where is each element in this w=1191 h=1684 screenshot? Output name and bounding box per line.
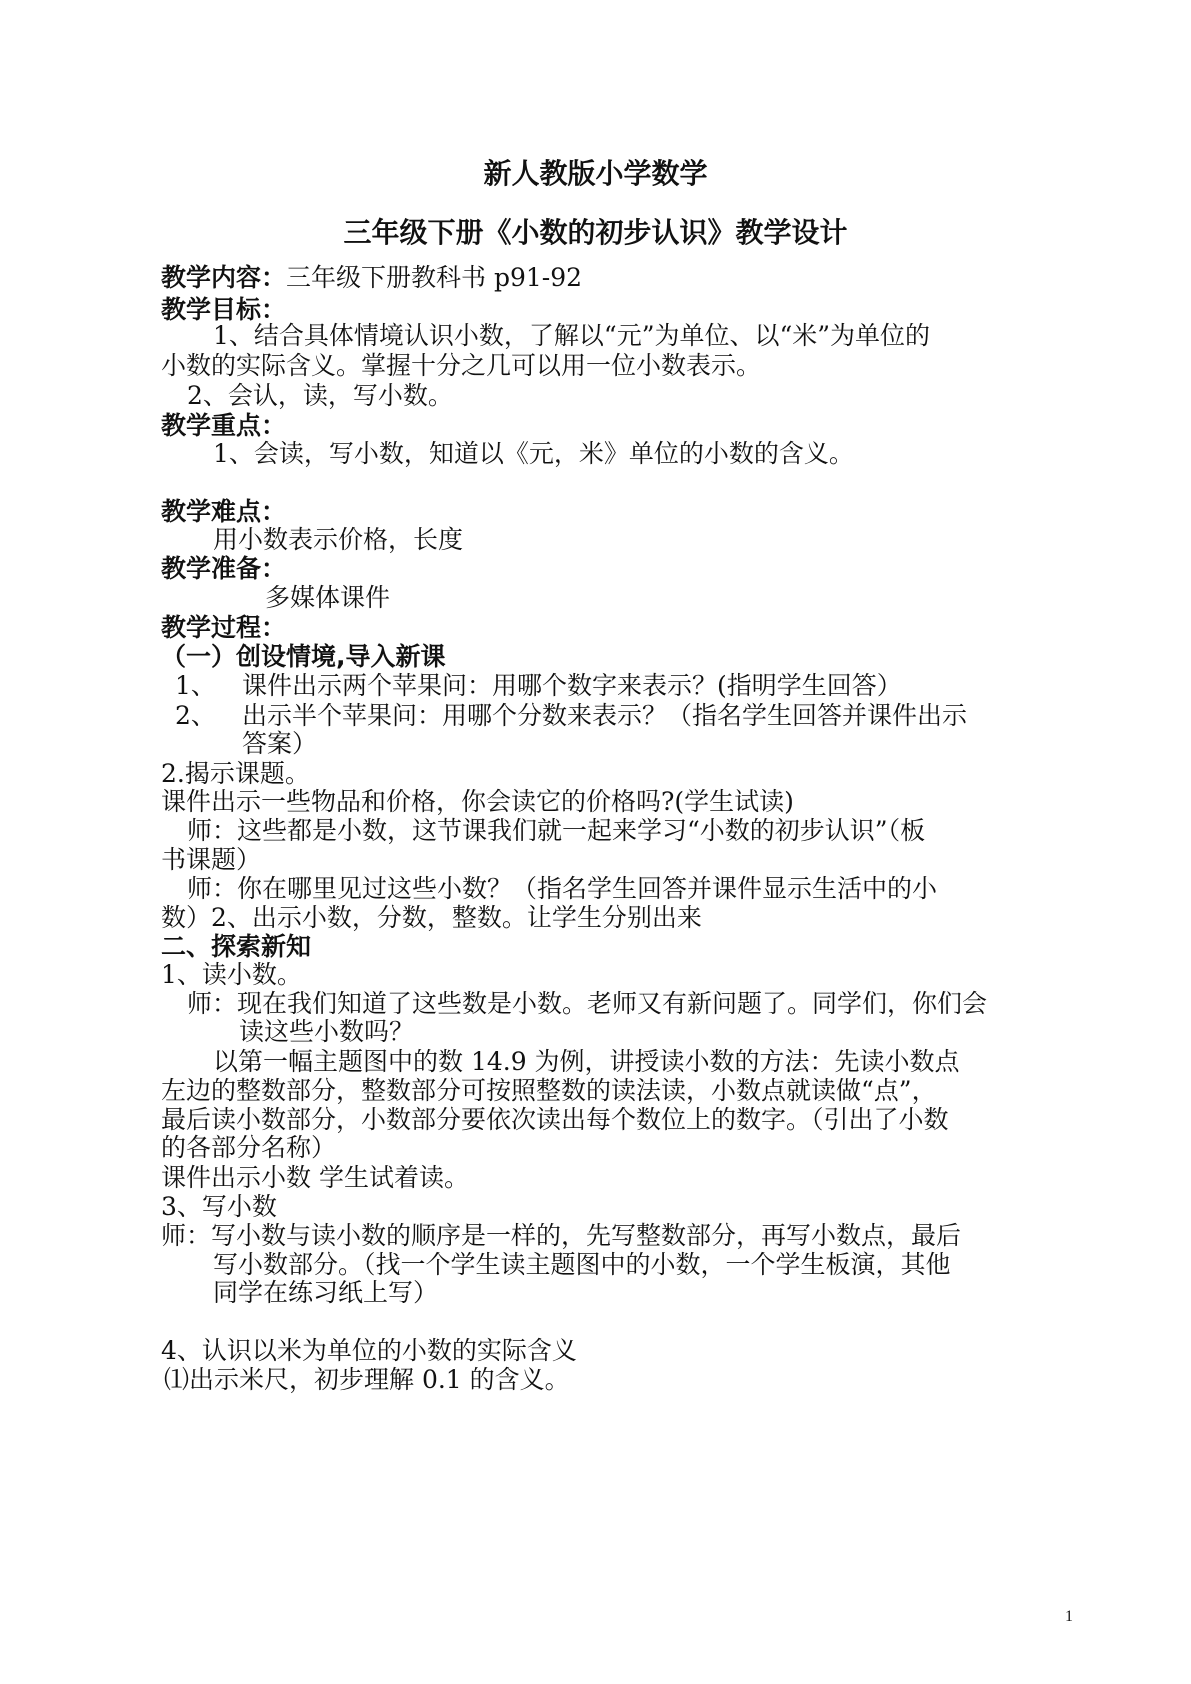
key-point-1: 1、会读，写小数，知道以《元，米》单位的小数的含义。 bbox=[213, 439, 854, 468]
write-decimals-line-1: 师：写小数与读小数的顺序是一样的，先写整数部分，再写小数点，最后 bbox=[161, 1221, 962, 1250]
teaching-goals-label: 教学目标： bbox=[161, 295, 287, 324]
section-1-item-2-line-1: 出示半个苹果问：用哪个分数来表示？（指名学生回答并课件出示 bbox=[242, 701, 968, 730]
process-label: 教学过程： bbox=[161, 613, 287, 642]
try-reading: 课件出示小数 学生试着读。 bbox=[161, 1163, 469, 1192]
document-title: 新人教版小学数学 bbox=[483, 157, 708, 190]
section-2-heading: 二、探索新知 bbox=[161, 932, 312, 961]
difficulty-label: 教学难点： bbox=[161, 497, 287, 526]
teacher-remark-2-line-2: 数）2、出示小数，分数，整数。让学生分别出来 bbox=[161, 903, 702, 932]
section-1-heading: （一）创设情境,导入新课 bbox=[161, 642, 446, 671]
example-line-2: 左边的整数部分，整数部分可按照整数的读法读，小数点就读做“点”， bbox=[161, 1076, 937, 1105]
preparation-label: 教学准备： bbox=[161, 554, 287, 583]
section-1-item-2-number: 2、 bbox=[175, 701, 216, 730]
section-1-item-1: 课件出示两个苹果问：用哪个数字来表示？(指明学生回答） bbox=[242, 671, 902, 700]
preparation-1: 多媒体课件 bbox=[265, 583, 391, 612]
write-decimals-line-3: 同学在练习纸上写） bbox=[213, 1278, 439, 1307]
read-decimals-teacher-line-1: 师：现在我们知道了这些数是小数。老师又有新问题了。同学们，你们会 bbox=[187, 989, 988, 1018]
key-points-label: 教学重点： bbox=[161, 411, 287, 440]
reveal-topic: 2.揭示课题。 bbox=[161, 759, 310, 788]
meter-decimals-item-1: ⑴出示米尺，初步理解 0.1 的含义。 bbox=[164, 1365, 570, 1394]
teacher-remark-1-line-1: 师：这些都是小数，这节课我们就一起来学习“小数的初步认识”（板 bbox=[187, 816, 926, 845]
teaching-content-line bbox=[161, 262, 582, 294]
goal-2: 2、会认，读，写小数。 bbox=[187, 381, 453, 410]
reveal-topic-detail: 课件出示一些物品和价格，你会读它的价格吗?(学生试读) bbox=[161, 787, 794, 816]
example-line-4: 的各部分名称） bbox=[161, 1133, 337, 1162]
difficulty-1: 用小数表示价格，长度 bbox=[213, 525, 464, 554]
document-subtitle: 三年级下册《小数的初步认识》教学设计 bbox=[343, 216, 848, 249]
teacher-remark-2-line-1: 师：你在哪里见过这些小数？（指名学生回答并课件显示生活中的小 bbox=[187, 874, 938, 903]
example-line-1: 以第一幅主题图中的数 14.9 为例，讲授读小数的方法：先读小数点 bbox=[213, 1047, 960, 1076]
read-decimals-title: 1、读小数。 bbox=[161, 960, 302, 989]
teaching-content-text: 三年级下册教科书 p91-92 bbox=[286, 263, 583, 292]
meter-decimals-title: 4、认识以米为单位的小数的实际含义 bbox=[161, 1336, 577, 1365]
teacher-remark-1-line-2: 书课题） bbox=[161, 845, 262, 874]
section-1-item-2-line-2: 答案） bbox=[242, 729, 318, 758]
write-decimals-title: 3、写小数 bbox=[161, 1192, 277, 1221]
read-decimals-teacher-line-2: 读这些小数吗？ bbox=[239, 1017, 415, 1046]
page-number: 1 bbox=[1065, 1608, 1073, 1625]
teaching-content-label: 教学内容： bbox=[161, 263, 287, 292]
section-1-item-1-number: 1、 bbox=[175, 671, 216, 700]
example-line-3: 最后读小数部分，小数部分要依次读出每个数位上的数字。（引出了小数 bbox=[161, 1105, 949, 1134]
goal-1-line-2: 小数的实际含义。掌握十分之几可以用一位小数表示。 bbox=[161, 351, 762, 380]
write-decimals-line-2: 写小数部分。（找一个学生读主题图中的小数，一个学生板演，其他 bbox=[213, 1250, 951, 1279]
goal-1-line-1: 1、结合具体情境认识小数，了解以“元”为单位、以“米”为单位的 bbox=[213, 321, 931, 350]
